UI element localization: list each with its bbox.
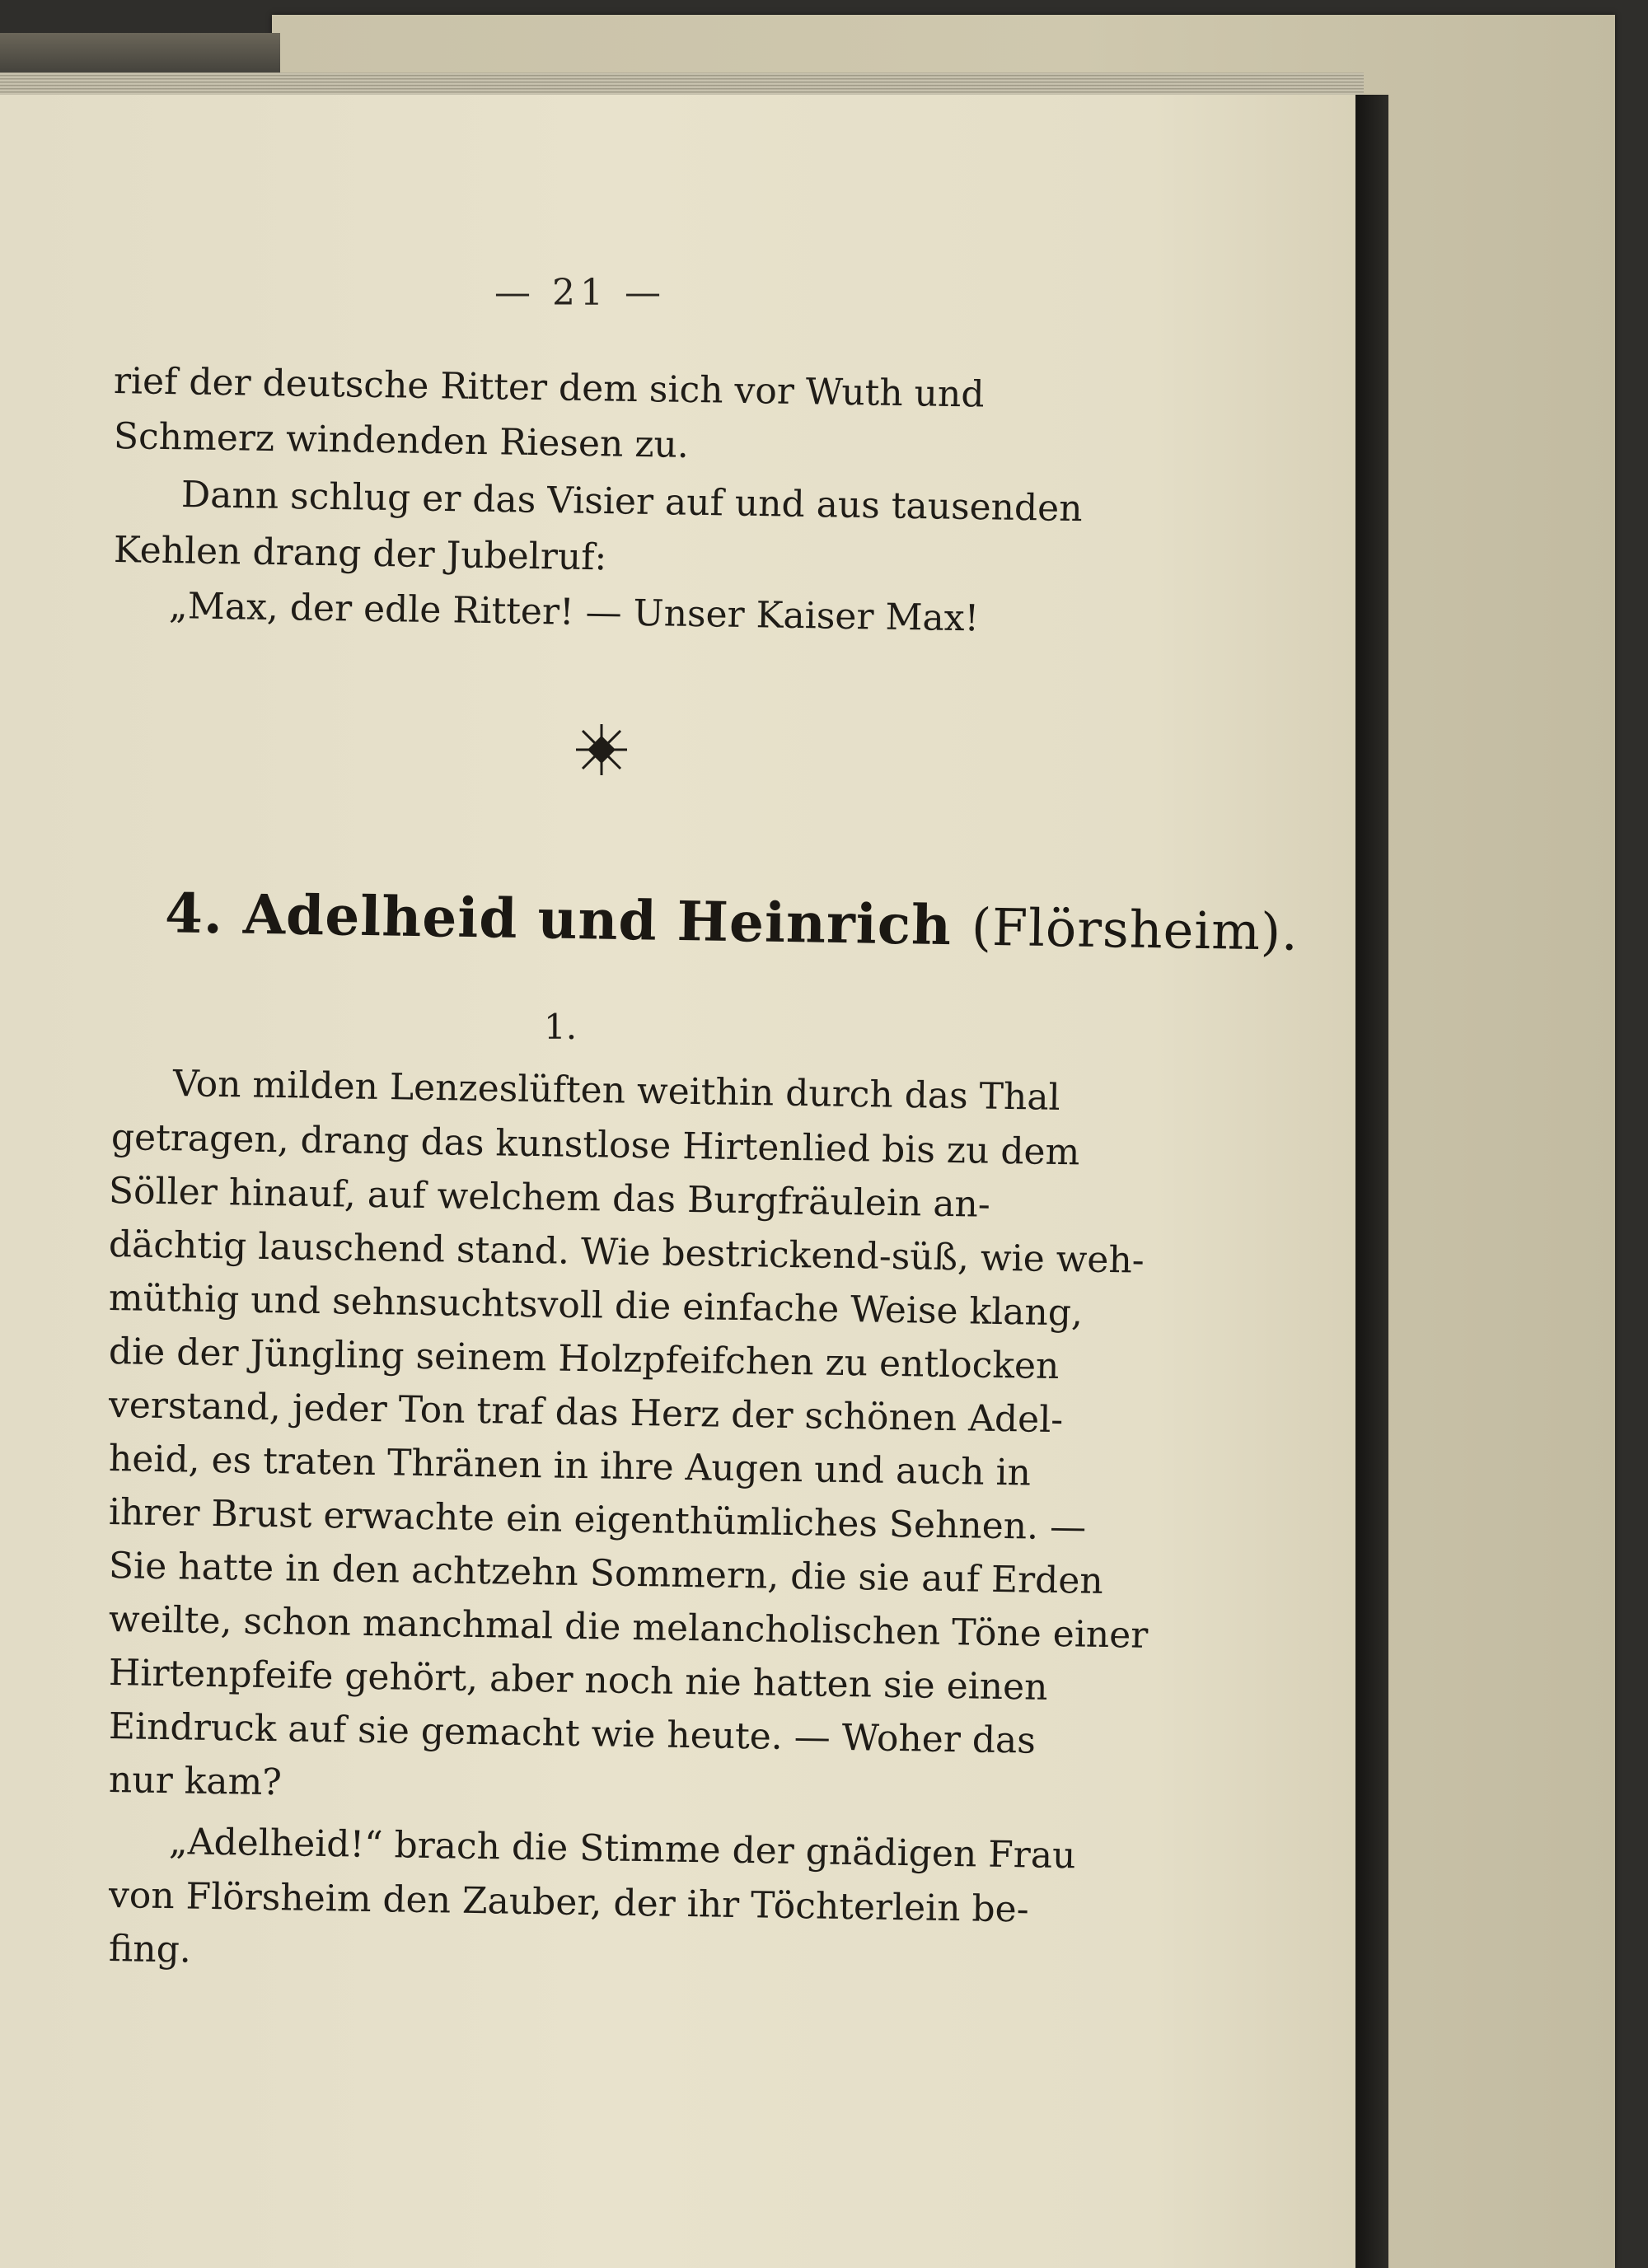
page-shadow-edge [1355, 95, 1388, 2268]
text-line: Söller hinauf, auf welchem das Burgfräulein an- [108, 1170, 991, 1226]
section-number: 1. [544, 1007, 578, 1047]
text-line: getragen, drang das kunstlose Hirtenlied bis zu dem [110, 1116, 1080, 1174]
page-number: — 21 — [494, 272, 666, 314]
text-line: Hirtenpfeife gehört, aber noch nie hatten sie einen [108, 1652, 1048, 1709]
text-line: heid, es traten Thränen in ihre Augen und auch in [108, 1438, 1032, 1494]
chapter-title: Adelheid und Heinrich [242, 881, 953, 958]
text-line: rief der deutsche Ritter dem sich vor Wuth und [113, 360, 985, 416]
star-ornament-icon [573, 721, 630, 779]
text-line: verstand, jeder Ton traf das Herz der schönen Adel- [108, 1384, 1064, 1442]
text-line: nur kam? [108, 1759, 283, 1804]
text-line: von Flörsheim den Zauber, der ihr Töchterlein be- [108, 1874, 1029, 1931]
text-line: Von milden Lenzeslüften weithin durch das Thal [172, 1063, 1061, 1119]
text-line: ihrer Brust erwachte ein eigenthümliches Sehnen. — [108, 1491, 1087, 1549]
text-line: Schmerz windenden Riesen zu. [113, 415, 690, 466]
text-line: „Adelheid!“ brach die Stimme der gnädigen Frau [168, 1821, 1076, 1878]
text-line: Sie hatte in den achtzehn Sommern, die sie auf Erden [108, 1545, 1104, 1602]
text-line: Dann schlug er das Visier auf und aus tausenden [180, 474, 1083, 531]
chapter-number: 4. [164, 881, 224, 947]
text-line: dächtig lauschend stand. Wie bestrickend-süß, wie weh- [108, 1223, 1145, 1282]
text-line: Kehlen drang der Jubelruf: [113, 529, 607, 579]
text-line: „Max, der edle Ritter! — Unser Kaiser Max! [168, 585, 980, 640]
text-line: Eindruck auf sie gemacht wie heute. — Woher das [108, 1705, 1037, 1762]
chapter-place: (Flörsheim). [971, 896, 1299, 962]
text-line: fing. [108, 1928, 192, 1971]
text-line: müthig und sehnsuchtsvoll die einfache Weise klang, [108, 1277, 1084, 1335]
text-line: die der Jüngling seinem Holzpfeifchen zu entlocken [108, 1330, 1060, 1388]
text-line: weilte, schon manchmal die melancholischen Töne einer [108, 1598, 1149, 1657]
